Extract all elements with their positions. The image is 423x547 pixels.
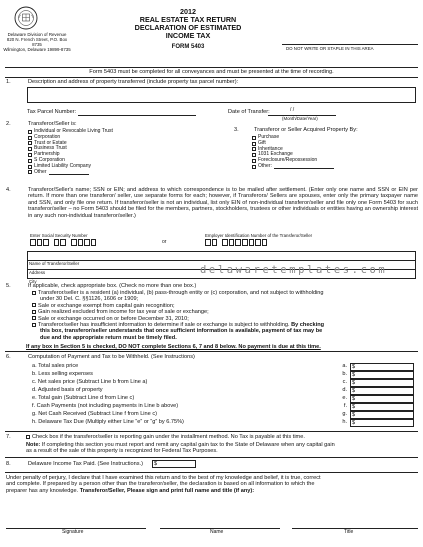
line-letter: c.: [342, 379, 347, 385]
divider: [5, 472, 418, 473]
s5-option[interactable]: Sale or exchange exempt from capital gain recognition;: [32, 303, 418, 309]
amount-field[interactable]: $: [350, 403, 414, 411]
checkbox[interactable]: [28, 159, 32, 163]
seller-type-option[interactable]: S Corporation: [28, 158, 113, 164]
line-letter: g.: [342, 411, 347, 417]
amount-field[interactable]: $: [350, 363, 414, 371]
digit-cell[interactable]: [235, 239, 241, 246]
form-title-3: INCOME TAX: [165, 31, 211, 40]
tax-paid-field[interactable]: $: [152, 460, 196, 468]
digit-cell[interactable]: [242, 239, 248, 246]
s4-number: 4.: [6, 187, 11, 193]
line-letter: a.: [342, 363, 347, 369]
s7-text: Check box if the transferor/seller is reporting gain under the installment method. No Tax is payable at this time.: [32, 434, 305, 440]
seller-address-field[interactable]: Address: [28, 261, 415, 270]
s6-number: 6.: [6, 354, 11, 360]
amount-field[interactable]: $: [350, 371, 414, 379]
form-number: FORM 5403: [171, 44, 205, 50]
checkbox[interactable]: [252, 142, 256, 146]
checkbox[interactable]: [28, 147, 32, 151]
property-description-field[interactable]: [27, 87, 416, 103]
s6-letters: [335, 363, 347, 427]
checkbox[interactable]: [28, 141, 32, 145]
acquired-option[interactable]: Gift: [252, 141, 334, 147]
s6-line-label: g. Net Cash Received (Subtract Line f from Line c): [32, 411, 157, 417]
line-letter: d.: [342, 387, 347, 393]
s3-options: [252, 135, 334, 170]
s6-amounts: [350, 363, 416, 427]
digit-cell[interactable]: [43, 239, 49, 246]
digit-cell[interactable]: [91, 239, 97, 246]
notice-text: Form 5403 must be completed for all conveyances and must be presented at the time of recording.: [89, 69, 334, 75]
acquired-other-line[interactable]: [274, 164, 334, 169]
s5-option-cont: this box, transferor/seller understands that once sufficient information is available, payment of tax may be: [40, 328, 323, 335]
amount-field[interactable]: $: [350, 395, 414, 403]
seller-type-option[interactable]: Individual or Revocable Living Trust: [28, 129, 113, 135]
s8-text: Delaware Income Tax Paid. (See Instructions.): [28, 461, 143, 467]
amount-field[interactable]: $: [350, 419, 414, 427]
no-write-area: [282, 4, 418, 45]
digit-cell[interactable]: [212, 239, 218, 246]
digit-cell[interactable]: [229, 239, 235, 246]
seller-type-option[interactable]: Business Trust: [28, 146, 113, 152]
s5-option-cont: under 30 Del. C. §§1126, 1606 or 1909;: [40, 296, 139, 303]
line-letter: f.: [343, 403, 347, 409]
agency-name: Delaware Division of Revenue: [7, 32, 67, 37]
s5-items: [32, 290, 418, 341]
state-seal: [14, 6, 38, 30]
ein-label: Employer Identification Number of the Transferor/Seller: [205, 233, 313, 238]
divider: [5, 431, 418, 432]
s6-line-label: a. Total sales price: [32, 363, 79, 369]
parcel-number-field[interactable]: [78, 114, 196, 116]
name-label: Name: [210, 529, 224, 535]
checkbox[interactable]: [252, 165, 256, 169]
s6-line-label: e. Total gain (Subtract Line d from Line c): [32, 395, 135, 401]
s6-line-label: c. Net sales price (Subtract Line b from Line a): [32, 379, 148, 385]
s5-option[interactable]: Sale or exchange occurred on or before December 31, 2010;: [32, 316, 418, 322]
checkbox[interactable]: [32, 316, 36, 320]
seller-type-option[interactable]: Corporation: [28, 135, 113, 141]
s1-number: 1.: [6, 79, 11, 85]
line-letter: h.: [342, 419, 347, 425]
checkbox[interactable]: [28, 170, 32, 174]
agency-address-2: Wilmington, Delaware 19899-8735: [3, 47, 71, 52]
s6-line-label: h. Delaware Tax Due (Multiply either Line “e” or “g” by 6.75%): [32, 419, 184, 425]
other-line[interactable]: [49, 170, 89, 175]
acquired-option[interactable]: Foreclosure/Repossession: [252, 158, 334, 164]
s6-text: Computation of Payment and Tax to be Withheld. (See Instructions): [28, 354, 195, 360]
digit-cell[interactable]: [54, 239, 60, 246]
perjury-line: and complete. If prepared by a person other than the transferor/seller, the declaration is based on all information to which the: [6, 481, 315, 488]
transfer-date-slashes: / /: [290, 107, 295, 113]
s6-line-label: f. Cash Payments (not including payments in Line b above): [32, 403, 179, 409]
parcel-label: Tax Parcel Number:: [27, 109, 77, 115]
checkbox[interactable]: [252, 136, 256, 140]
line-letter: e.: [342, 395, 347, 401]
s6-line-label: b. Less selling expenses: [32, 371, 93, 377]
note-text: as a result of the sale of this property is recognized for Federal Tax Purposes.: [26, 448, 218, 455]
seller-type-option[interactable]: Limited Liability Company: [28, 164, 113, 170]
checkbox[interactable]: [32, 291, 36, 295]
s8-number: 8.: [6, 461, 11, 467]
digit-cell[interactable]: [255, 239, 261, 246]
s2-options: [28, 129, 113, 175]
acquired-option[interactable]: Inheritance: [252, 147, 334, 153]
s1-label: Description and address of property transferred (include property tax parcel number):: [28, 79, 239, 85]
form-year: 2012: [180, 7, 196, 16]
digit-cell[interactable]: [262, 239, 268, 246]
no-write-label: DO NOT WRITE OR STAPLE IN THIS AREA: [286, 46, 374, 51]
note-text: If completing this section you must report and remit any capital gain tax to the State of Delaware when any capital gain: [40, 442, 335, 448]
amount-field[interactable]: $: [350, 387, 414, 395]
s5-text: If applicable, check appropriate box. (Check no more than one box.): [28, 283, 197, 289]
seller-city-field[interactable]: City: [29, 279, 37, 284]
installment-checkbox[interactable]: [26, 435, 30, 439]
amount-field[interactable]: $: [350, 379, 414, 387]
form-title-2: DECLARATION OF ESTIMATED: [134, 23, 242, 32]
transfer-date-hint: (Month/Date/Year): [282, 116, 318, 121]
s5-footer: If any box in Section 5 is checked, DO NOT complete Sections 6, 7 and 8 below. No payment is due at this time.: [26, 344, 321, 350]
seller-type-option[interactable]: Trust or Estate: [28, 141, 113, 147]
checkbox[interactable]: [28, 136, 32, 140]
checkbox[interactable]: [28, 153, 32, 157]
s7-row: [26, 434, 305, 440]
s2-number: 2.: [6, 121, 11, 127]
s2-label: Transferor/Seller is:: [28, 121, 77, 127]
perjury-line: preparer has any knowledge. Transferor/Seller, Please sign and print full name and title (if any):: [6, 487, 255, 494]
s3-number: 3.: [234, 127, 239, 133]
checkbox[interactable]: [32, 303, 36, 307]
amount-field[interactable]: $: [350, 411, 414, 419]
s5-option[interactable]: Transferor/seller is a resident (a) individual, (b) pass-through entity or (c) corporation, and not subject to withholding: [32, 290, 418, 296]
digit-cell[interactable]: [37, 239, 43, 246]
checkbox[interactable]: [252, 159, 256, 163]
title-field[interactable]: [292, 527, 418, 529]
watermark: delawaretemplates.com: [200, 264, 388, 276]
line-letter: b.: [342, 371, 347, 377]
seller-type-option[interactable]: Partnership: [28, 152, 113, 158]
digit-cell[interactable]: [78, 239, 84, 246]
checkbox[interactable]: [252, 153, 256, 157]
or-label: or: [162, 239, 167, 245]
checkbox[interactable]: [28, 165, 32, 169]
perjury-line: Under penalty of perjury, I declare that I have examined this return and to the best of my knowledge and belief, it is true, correct: [6, 475, 321, 481]
transfer-date-label: Date of Transfer:: [228, 109, 270, 115]
ein-field[interactable]: [205, 239, 268, 246]
acquired-option[interactable]: Purchase: [252, 135, 334, 141]
acquired-option-other[interactable]: Other:: [252, 164, 334, 170]
digit-cell[interactable]: [205, 239, 211, 246]
digit-cell[interactable]: [222, 239, 228, 246]
checkbox[interactable]: [252, 147, 256, 151]
perjury-statement: [6, 475, 418, 494]
title-label: Title: [344, 529, 354, 535]
notice-bar: [5, 67, 418, 78]
seller-type-option-other[interactable]: Other: [28, 170, 113, 176]
ssn-label: Enter Social Security Number: [30, 233, 88, 238]
s6-line-label: d. Adjusted basis of property: [32, 387, 103, 393]
digit-cell[interactable]: [71, 239, 77, 246]
ssn-field[interactable]: [30, 239, 97, 246]
digit-cell[interactable]: [60, 239, 66, 246]
divider: [5, 457, 418, 458]
s6-lines: [32, 363, 184, 427]
s7-note: [26, 442, 418, 455]
s3-label: Transferor or Seller Acquired Property By:: [254, 127, 358, 133]
s4-text: Transferor/Seller's name; SSN or EIN; and address to which correspondence is to be mailed after settlement. (Enter only one name and SSN or EIN per return. If more than one transferor/ seller, use separate forms for each; however, if Transferors/ Sellers are spouses, enter only the primary taxpayer name and SSN, and only file one return. If transferor/seller is not an individual, list only EIN of non-individual transferor/seller and file only one Form 5403 for such transferor/seller – no Form 5403 should be filed for the members, partners, stockholders, trustees or other individuals or entities having an ownership interest in any such non-individual transferor/seller.): [28, 187, 418, 219]
checkbox[interactable]: [28, 130, 32, 134]
checkbox[interactable]: [32, 310, 36, 314]
s5-option-insufficient[interactable]: Transferor/seller has insufficient information to determine if sale or exchange is subject to withholding. By checking: [32, 322, 418, 328]
divider: [5, 351, 418, 352]
s5-number: 5.: [6, 283, 11, 289]
s5-option-cont: due and the appropriate return must be timely filed.: [40, 334, 177, 341]
agency-address-1: 820 N. French Street, P.O. Box 8735: [6, 37, 68, 47]
form-title-1: REAL ESTATE TAX RETURN: [139, 15, 237, 24]
note-label: Note:: [26, 442, 41, 448]
checkbox[interactable]: [32, 323, 36, 327]
seller-name-field[interactable]: Name of Transferor/Seller: [28, 252, 415, 261]
s5-option[interactable]: Gain realized excluded from income for tax year of sale or exchange;: [32, 309, 418, 315]
s7-number: 7.: [6, 434, 11, 440]
digit-cell[interactable]: [30, 239, 36, 246]
digit-cell[interactable]: [84, 239, 90, 246]
signature-label: Signature: [62, 529, 84, 535]
acquired-option[interactable]: 1031 Exchange: [252, 152, 334, 158]
digit-cell[interactable]: [249, 239, 255, 246]
